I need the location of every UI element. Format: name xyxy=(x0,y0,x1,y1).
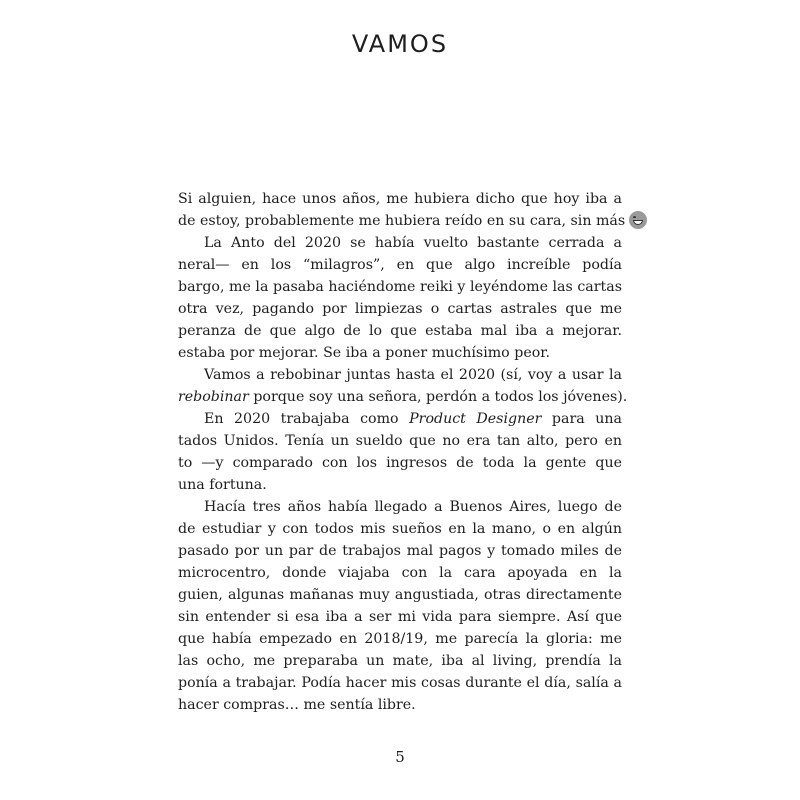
text-line: Hacía tres años había llegado a Buenos Aires, luego de xyxy=(204,499,622,515)
emphasis-text: Product Designer xyxy=(409,411,542,427)
text-line: bargo, me la pasaba haciéndome reiki y leyéndome las cartas xyxy=(178,279,622,295)
text-line: La Anto del 2020 se había vuelto bastante cerrada a xyxy=(204,235,622,251)
text-line: otra vez, pagando por limpiezas o cartas astrales que me xyxy=(178,301,622,317)
text-line xyxy=(178,386,628,408)
text-line: Si alguien, hace unos años, me hubiera dicho que hoy iba a xyxy=(178,191,622,207)
chapter-title: VAMOS xyxy=(351,30,449,58)
emphasis-text: rebobinar xyxy=(178,389,249,405)
text-line: estaba por mejorar. Se iba a poner muchísimo peor. xyxy=(178,345,550,361)
text-line: tados Unidos. Tenía un sueldo que no era tan alto, pero en xyxy=(178,433,622,449)
text-line: Vamos a rebobinar juntas hasta el 2020 (sí, voy a usar la xyxy=(204,367,622,383)
text-line: sin entender si esa iba a ser mi vida para siempre. Así que xyxy=(178,609,622,625)
page-number: 5 xyxy=(395,748,405,766)
text-span: peranza de que algo de lo que estaba mal iba a mejorar. xyxy=(178,323,622,339)
text-line xyxy=(178,320,622,342)
text-line: una fortuna. xyxy=(178,477,267,493)
text-line: ponía a trabajar. Podía hacer mis cosas durante el día, salía a xyxy=(178,675,622,691)
text-line xyxy=(178,210,626,232)
text-span: para una xyxy=(551,411,622,427)
chapter-body xyxy=(178,188,628,716)
text-line: las ocho, me preparaba un mate, iba al living, prendía la xyxy=(178,653,622,669)
text-span: de estoy, probablemente me hubiera reído en su cara, sin más xyxy=(178,213,626,229)
text-line: guien, algunas mañanas muy angustiada, otras directamente xyxy=(178,587,622,603)
text-line: to —y comparado con los ingresos de toda la gente que xyxy=(178,455,622,471)
text-line: pasado por un par de trabajos mal pagos y tomado miles de xyxy=(178,543,622,559)
text-line: que había empezado en 2018/19, me parecía la gloria: me xyxy=(178,631,622,647)
text-line: microcentro, donde viajaba con la cara apoyada en la xyxy=(178,565,622,581)
text-span: porque soy una señora, perdón a todos los jóvenes). xyxy=(248,389,628,405)
text-line: hacer compras… me sentía libre. xyxy=(178,697,416,713)
grinning-sweat-emoji-icon xyxy=(629,211,647,229)
text-line: neral— en los “milagros”, en que algo increíble podía xyxy=(178,257,622,273)
text-line: de estudiar y con todos mis sueños en la mano, o en algún xyxy=(178,521,622,537)
text-span: En 2020 trabajaba como xyxy=(204,411,410,427)
text-line xyxy=(178,408,622,430)
